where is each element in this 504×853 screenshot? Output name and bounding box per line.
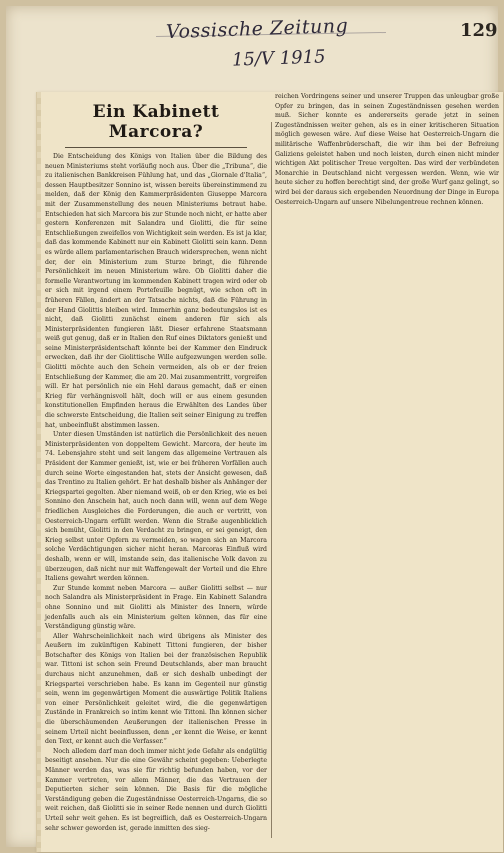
article-paragraph: Unter diesen Umständen ist natürlich die Persönlichkeit des neuen Ministerpräsidenten von doppeltem Gewicht. Marcora, der heute im 74. Lebensjahre steht und seit langem das allgemeine Vertrauen als Präsident der Kammer genießt, ist, wie er bei früheren Vorfällen auch durch seine Worte eingestanden hat, stets der Ansicht gewesen, daß das Trentino zu Italien gehört. Er hat deshalb bisher als Anhänger der Kriegspartei gegolten. Aber niemand weiß, ob er den Krieg, wie es bei Sonnino den Anschein hat, auch noch dann will, wenn auf dem Wege friedlichen Ausgleiches die Forderungen, die auch er vertritt, von Oesterreich-Ungarn erfüllt werden. Wenn die Straße augenblicklich sich bemüht, Giolitti in den Verdacht zu bringen, er sei geneigt, den Krieg selbst unter Opfern zu vermeiden, so wagen sich an Marcora solche Verdächtigungen sicher nicht heran. Marcoras Einfluß wird deshalb, wenn er will, imstande sein, das italienische Volk davon zu überzeugen, daß nicht nur mit Waffengewalt der Vorteil und die Ehre Italiens gewahrt werden können. xyxy=(45,431,267,583)
article-column-left xyxy=(45,92,267,848)
article-paragraph: Zur Stunde kommt neben Marcora — außer Giolitti selbst — nur noch Salandra als Ministerpräsident in Frage. Ein Kabinett Salandra ohne Sonnino und mit Giolitti als Minister des Innern, würde jedenfalls auch als ein Ministerium gelten können, das für eine Verständigung günstig wäre. xyxy=(45,584,267,631)
article-headline: Ein Kabinett Marcora? xyxy=(92,102,220,142)
clipping-torn-edge xyxy=(37,92,41,852)
newspaper-clipping xyxy=(36,92,503,852)
archive-sheet xyxy=(6,6,498,847)
column-divider xyxy=(271,122,272,838)
article-paragraph: Die Entscheidung des Königs von Italien über die Bildung des neuen Ministeriums steht vorläufig noch aus. Über die „Tribuna“, die zu italienischen Bankkreisen Fühlung hat, und das „Giornale d'Italia“, dessen Hauptbesitzer Sonnino ist, wissen bereits übereinstimmend zu melden, daß der König den Kammerpräsidenten Giuseppe Marcora mit der Zusammenstellung des neuen Ministeriums betraut habe. Entschieden hat sich Marcora bis zur Stunde noch nicht, er hatte aber gestern Konferenzen mit Salandra und Giolitti, die für seine Entschließungen zweifellos von Wichtigkeit sein werden. Es ist ja klar, daß das kommende Kabinett nur ein Kabinett Giolitti sein kann. Denn es würde allem parlamentarischen Brauch widersprechen, wenn nicht der, der ein Ministerium zum Sturze bringt, die führende Persönlichkeit im neuen Ministerium wäre. Ob Giolitti daher die formelle Verantwortung im kommenden Kabinett tragen wird oder ob er sich mit irgend einem Portefeuille begnügt, wie schon oft in früheren Fällen, ändert an der Tatsache nichts, daß die Führung in der Hand Giolittis bleiben wird. Immerhin ganz bedeutungslos ist es nicht, daß Giolitti zunächst einem anderen für sich als Ministerpräsidenten fungieren läßt. Dieser erfahrene Staatsmann weiß gut genug, daß er in Italien den Ruf eines Diktators genießt und seine Ministerpräsidentschaft könnte bei der Kammer den Eindruck erwecken, daß ihr der Giolittische Wille aufgezwungen werden solle. Giolitti möchte auch den Schein vermeiden, als ob er der freien Entschließung der Kammer, die am 20. Mai zusammentritt, vorgreifen will. Er hat persönlich nie ein Hehl daraus gemacht, daß er einen Krieg für verhängnisvoll hält, doch will er aus einem gesunden konstitutionellen Empfinden heraus die Erwählten des Landes über die schwerste Entscheidung, die Italien seit seiner Einigung zu treffen hat, unbeeinflußt abstimmen lassen. xyxy=(45,153,267,429)
headline-rule xyxy=(65,147,247,148)
article-column-right xyxy=(275,92,499,207)
handwritten-date: 15/V 1915 xyxy=(231,46,326,71)
handwritten-newspaper-name: Vossische Zeitung xyxy=(165,14,349,44)
article-paragraph: Noch alledem darf man doch immer nicht jede Gefahr als endgültig beseitigt ansehen. Nur die eine Gewähr scheint gegeben: Ueberlegte Männer werden das, was sie für richtig befunden haben, vor der Kammer vertreten, vor allem Männer, die das Vertrauen der Deputierten sicher sein können. Die Basis für die mögliche Verständigung geben die Zugeständnisse Oesterreich-Ungarns, die so weit reichen, daß Giolitti sie in seiner Rede nennen und durch Giolitti Urteil sehr weit gehen. Es ist begreiflich, daß es Oesterreich-Ungarn sehr schwer geworden ist, gerade inmitten des sieg- xyxy=(45,747,267,832)
page-number: 129 xyxy=(460,20,498,41)
article-paragraph: Aller Wahrscheinlichkeit nach wird übrigens als Minister des Aeußern im zukünftigen Kabinett Tittoni fungieren, der bisher Botschafter des Königs von Italien bei der französischen Republik war. Tittoni ist schon sein Freund Deutschlands, aber man braucht durchaus nicht anzunehmen, daß er sich deshalb unbedingt der Kriegspartei verschrieben habe. Es kann im Gegenteil nur günstig sein, wenn im gegenwärtigen Moment die auswärtige Politik Italiens von einer Persönlichkeit geleitet wird, die die gegenwärtigen Zustände in Frankreich so intim kennt wie Tittoni. Ihn können sicher die überschäumenden Aeußerungen der italienischen Presse in seinem Urteil nicht beeinflussen, denn „er kennt die Weise, er kennt den Text, er kennt auch die Verfasser.“ xyxy=(45,632,267,746)
article-paragraph: reichen Vordringens seiner und unserer Truppen das unleugbar große Opfer zu bringen, das in seinen Zugeständnissen gesehen werden muß. Sicher konnte es andererseits gerade jetzt in seinen Zugeständnissen weiter gehen, als es in einer kritischeren Situation möglich gewesen wäre. Auf diese Weise hat Oesterreich-Ungarn die militärische Waffenbrüderschaft, die wir ihm bei der Befreiung Galiziens geleistet haben und noch leisten, durch einen nicht minder wichtigen Akt politischer Treue vergolten. Das wird der verbündeten Monarchie in Deutschland nicht vergessen werden. Wenn, wie wir heute sicher zu hoffen berechtigt sind, der große Wurf ganz gelingt, so wird bei der daraus sich ergebenden Neuordnung der Dinge in Europa Oesterreich-Ungarn auf unsere Nibelungentreue rechnen können. xyxy=(275,93,499,206)
